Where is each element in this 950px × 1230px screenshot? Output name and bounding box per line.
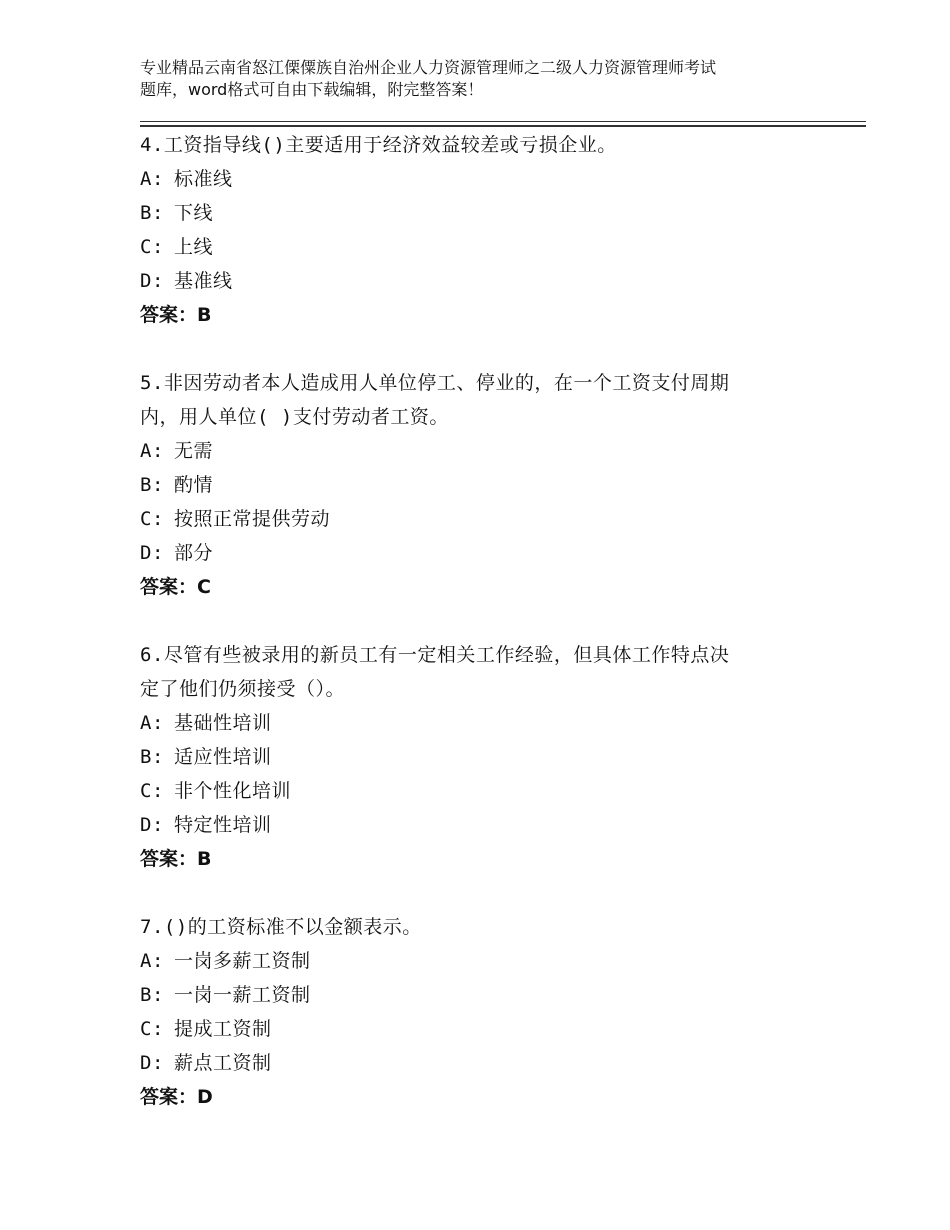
option-b [140,196,850,230]
answer-label: 答案：B [140,848,212,870]
option-c [140,1012,850,1046]
option-text: 基准线 [174,270,233,292]
question-6 [140,638,850,876]
option-text: 酌情 [174,474,214,496]
option-letter: C: [140,1018,164,1040]
header-divider-thick [140,125,866,127]
question-5 [140,366,850,604]
question-stem-continued: 定了他们仍须接受（）。 [140,678,346,700]
question-4 [140,128,850,332]
option-letter: D: [140,1052,164,1074]
option-letter: D: [140,542,164,564]
option-text: 适应性培训 [174,746,272,768]
option-letter: D: [140,814,164,836]
option-b [140,978,850,1012]
spacer [140,604,850,638]
option-d [140,264,850,298]
question-list [140,128,850,1114]
option-letter: A: [140,712,164,734]
question-stem: 7.()的工资标准不以金额表示。 [140,916,422,938]
question-stem: 6.尽管有些被录用的新员工有一定相关工作经验，但具体工作特点决 [140,644,730,666]
option-letter: A: [140,168,164,190]
option-letter: C: [140,236,164,258]
option-text: 按照正常提供劳动 [174,508,331,530]
option-text: 无需 [174,440,214,462]
header-title-line-2: 题库，word格式可自由下载编辑，附完整答案！ [140,80,484,99]
option-letter: C: [140,780,164,802]
header-title-line-1: 专业精品云南省怒江傈僳族自治州企业人力资源管理师之二级人力资源管理师考试 [140,58,717,77]
option-text: 特定性培训 [174,814,272,836]
option-text: 薪点工资制 [174,1052,272,1074]
option-a [140,944,850,978]
option-text: 部分 [174,542,214,564]
option-letter: B: [140,984,164,1006]
option-letter: B: [140,474,164,496]
option-text: 一岗多薪工资制 [174,950,311,972]
option-a [140,434,850,468]
option-letter: B: [140,746,164,768]
option-a [140,162,850,196]
option-text: 标准线 [174,168,233,190]
spacer [140,332,850,366]
answer-label: 答案：D [140,1086,213,1108]
option-b [140,468,850,502]
option-letter: D: [140,270,164,292]
option-text: 非个性化培训 [174,780,292,802]
option-c [140,774,850,808]
option-letter: A: [140,440,164,462]
question-7 [140,910,850,1114]
option-c [140,502,850,536]
option-d [140,536,850,570]
option-b [140,740,850,774]
option-text: 下线 [174,202,214,224]
option-letter: B: [140,202,164,224]
option-c [140,230,850,264]
answer-label: 答案：C [140,576,211,598]
option-text: 一岗一薪工资制 [174,984,311,1006]
document-header [140,57,840,101]
option-text: 基础性培训 [174,712,272,734]
option-letter: C: [140,508,164,530]
question-stem: 5.非因劳动者本人造成用人单位停工、停业的，在一个工资支付周期 [140,372,730,394]
option-d [140,808,850,842]
spacer [140,876,850,910]
question-stem-continued: 内，用人单位( )支付劳动者工资。 [140,406,449,428]
option-text: 上线 [174,236,214,258]
option-letter: A: [140,950,164,972]
option-d [140,1046,850,1080]
question-stem: 4.工资指导线()主要适用于经济效益较差或亏损企业。 [140,134,617,156]
option-a [140,706,850,740]
header-divider-thin [140,121,866,122]
option-text: 提成工资制 [174,1018,272,1040]
answer-label: 答案：B [140,304,212,326]
